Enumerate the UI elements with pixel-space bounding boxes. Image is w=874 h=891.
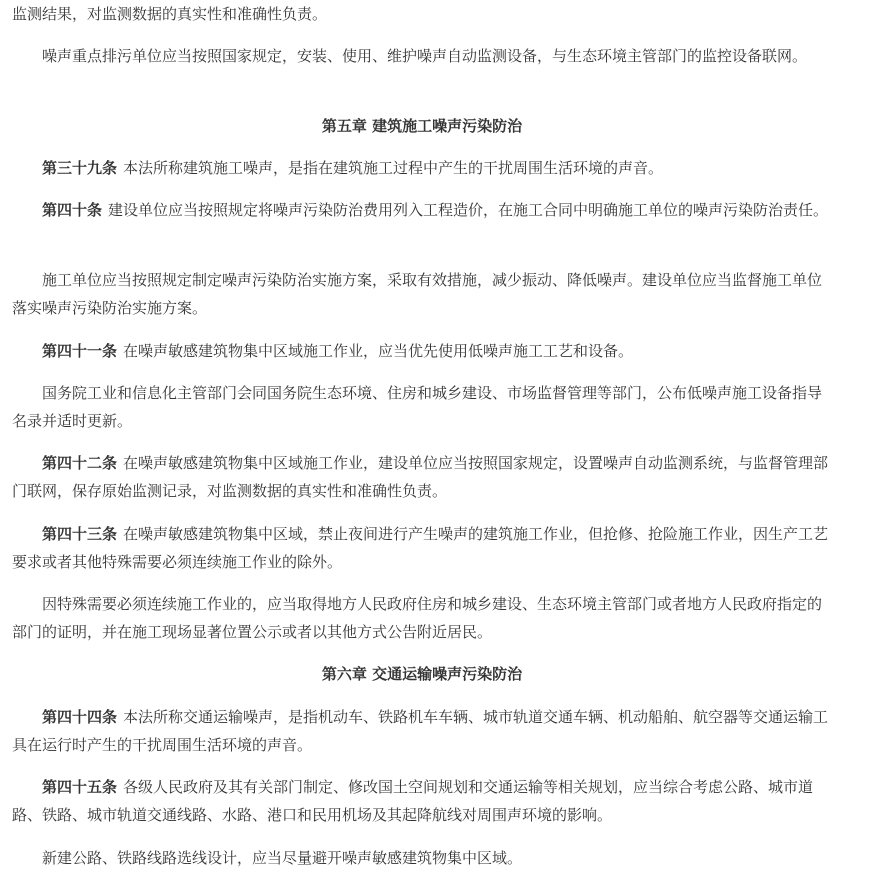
paragraph: 施工单位应当按照规定制定噪声污染防治实施方案，采取有效措施，减少振动、降低噪声。建设单位应当监督施工单位落实噪声污染防治实施方案。 bbox=[12, 271, 823, 317]
article-label: 第三十九条 bbox=[42, 159, 118, 177]
paragraph: 新建公路、铁路线路选线设计，应当尽量避开噪声敏感建筑物集中区域。 bbox=[42, 849, 523, 867]
article-text: 本法所称建筑施工噪声，是指在建筑施工过程中产生的干扰周围生活环境的声音。 bbox=[123, 159, 664, 177]
article-40 bbox=[12, 196, 832, 224]
article-text: 各级人民政府及其有关部门制定、修改国土空间规划和交通运输等相关规划，应当综合考虑公路、城市道路、铁路、城市轨道交通线路、水路、港口和民用机场及其起降航线对周围声环境的影响。 bbox=[12, 778, 814, 824]
article-label: 第四十五条 bbox=[42, 778, 118, 796]
article-label: 第四十一条 bbox=[42, 342, 118, 360]
article-45 bbox=[12, 773, 832, 829]
article-44 bbox=[12, 703, 832, 759]
chapter-heading: 第五章 建筑施工噪声污染防治 bbox=[321, 117, 523, 135]
article-41 bbox=[12, 337, 832, 365]
article-43 bbox=[12, 520, 832, 576]
article-label: 第四十三条 bbox=[42, 525, 118, 543]
article-text: 本法所称交通运输噪声，是指机动车、铁路机车车辆、城市轨道交通车辆、机动船舶、航空器等交通运输工具在运行时产生的干扰周围生活环境的声音。 bbox=[12, 708, 829, 754]
article-text: 建设单位应当按照规定将噪声污染防治费用列入工程造价，在施工合同中明确施工单位的噪声污染防治责任。 bbox=[108, 201, 829, 219]
article-text: 在噪声敏感建筑物集中区域，禁止夜间进行产生噪声的建筑施工作业，但抢修、抢险施工作业，因生产工艺要求或者其他特殊需要必须连续施工作业的除外。 bbox=[12, 525, 829, 571]
paragraph-continued: 监测结果，对监测数据的真实性和准确性负责。 bbox=[12, 5, 328, 23]
article-39 bbox=[12, 154, 832, 182]
article-label: 第四十二条 bbox=[42, 454, 118, 472]
article-label: 第四十四条 bbox=[42, 708, 118, 726]
paragraph: 国务院工业和信息化主管部门会同国务院生态环境、住房和城乡建设、市场监督管理等部门，公布低噪声施工设备指导名录并适时更新。 bbox=[12, 384, 823, 430]
article-text: 在噪声敏感建筑物集中区域施工作业，应当优先使用低噪声施工工艺和设备。 bbox=[123, 342, 634, 360]
article-label: 第四十条 bbox=[42, 201, 103, 219]
article-42 bbox=[12, 449, 832, 505]
chapter-heading: 第六章 交通运输噪声污染防治 bbox=[321, 665, 523, 683]
paragraph: 因特殊需要必须连续施工作业的，应当取得地方人民政府住房和城乡建设、生态环境主管部门或者地方人民政府指定的部门的证明，并在施工现场显著位置公示或者以其他方式公告附近居民。 bbox=[12, 595, 823, 641]
paragraph: 噪声重点排污单位应当按照国家规定，安装、使用、维护噪声自动监测设备，与生态环境主管部门的监控设备联网。 bbox=[42, 47, 808, 65]
article-text: 在噪声敏感建筑物集中区域施工作业，建设单位应当按照国家规定，设置噪声自动监测系统，与监督管理部门联网，保存原始监测记录，对监测数据的真实性和准确性负责。 bbox=[12, 454, 829, 500]
